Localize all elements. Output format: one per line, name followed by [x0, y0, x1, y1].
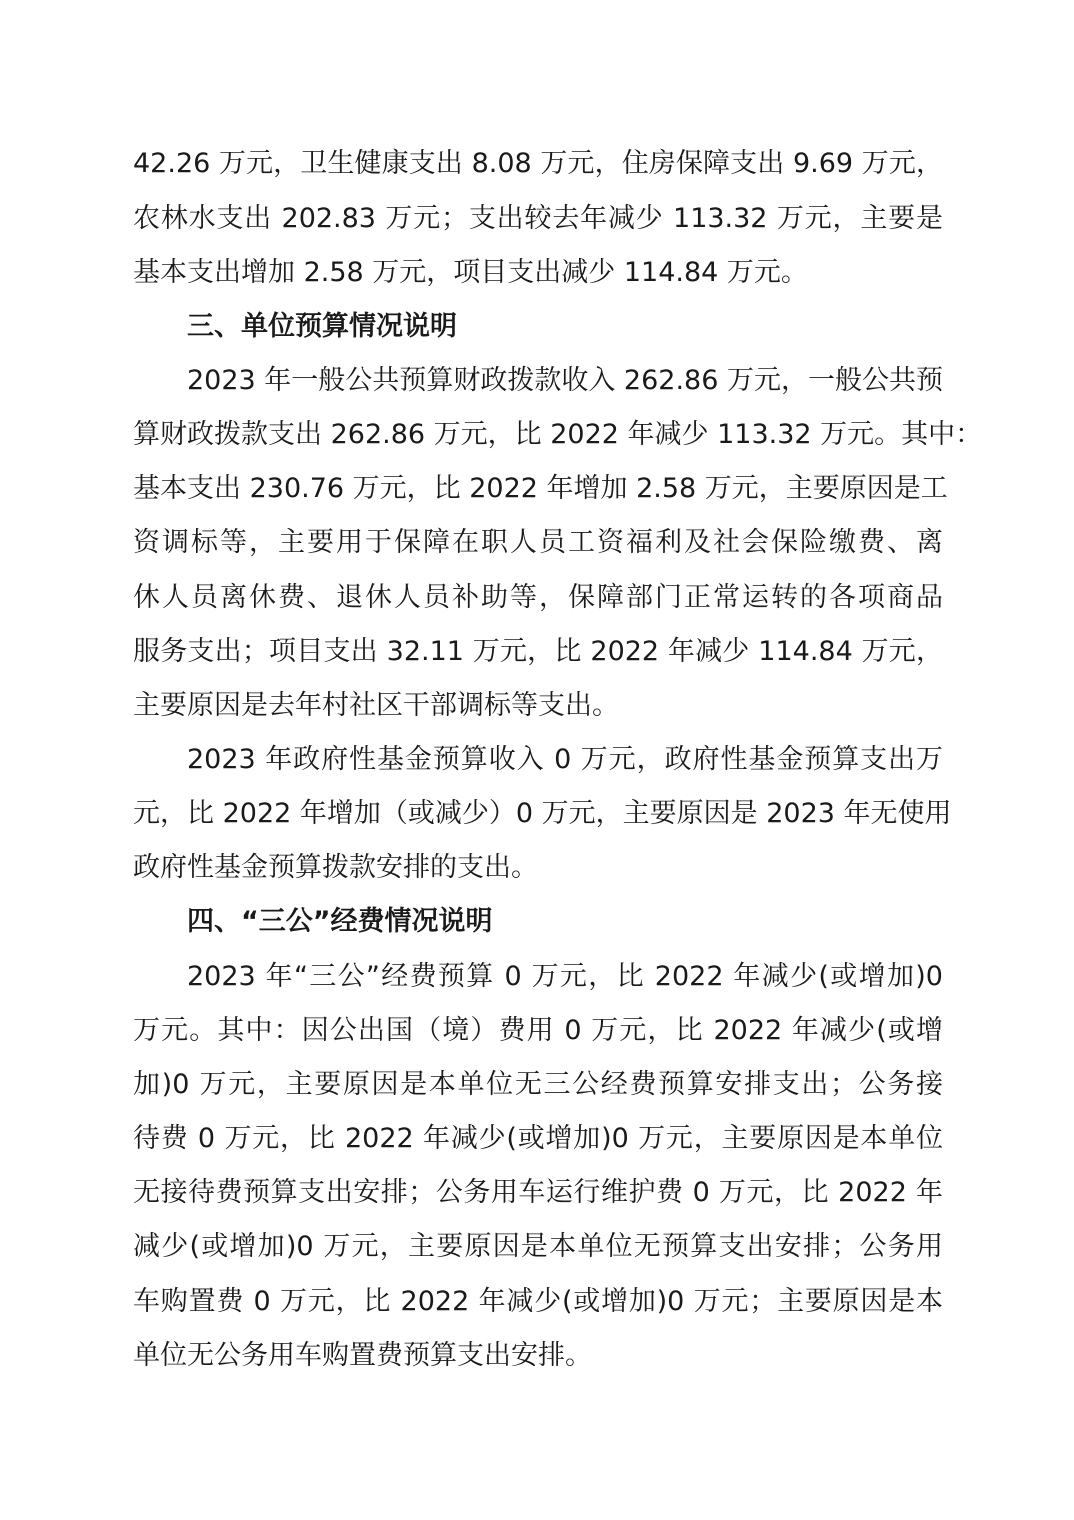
paragraph-line: 服务支出；项目支出 32.11 万元，比 2022 年减少 114.84 万元，: [133, 636, 943, 667]
paragraph-line: 算财政拨款支出 262.86 万元，比 2022 年减少 113.32 万元。其中：: [133, 419, 983, 450]
paragraph-line: 2023 年一般公共预算财政拨款收入 262.86 万元，一般公共预: [187, 365, 943, 396]
paragraph-line: 农林水支出 202.83 万元；支出较去年减少 113.32 万元，主要是: [133, 203, 943, 234]
paragraph-line: 无接待费预算支出安排；公务用车运行维护费 0 万元，比 2022 年: [133, 1177, 943, 1208]
paragraph-line: 元，比 2022 年增加（或减少）0 万元，主要原因是 2023 年无使用: [133, 798, 952, 829]
paragraph-line: 资调标等，主要用于保障在职人员工资福利及社会保险缴费、离: [133, 527, 943, 558]
paragraph-line: 万元。其中：因公出国（境）费用 0 万元，比 2022 年减少(或增: [133, 1015, 943, 1046]
paragraph-line: 主要原因是去年村社区干部调标等支出。: [133, 690, 619, 721]
section-heading: 三、单位预算情况说明: [187, 311, 457, 342]
paragraph-line: 减少(或增加)0 万元，主要原因是本单位无预算支出安排；公务用: [133, 1231, 943, 1262]
paragraph-line: 政府性基金预算拨款安排的支出。: [133, 852, 538, 883]
paragraph-line: 车购置费 0 万元，比 2022 年减少(或增加)0 万元；主要原因是本: [133, 1286, 943, 1317]
paragraph-line: 42.26 万元，卫生健康支出 8.08 万元，住房保障支出 9.69 万元，: [133, 148, 943, 179]
paragraph-line: 2023 年政府性基金预算收入 0 万元，政府性基金预算支出万: [187, 744, 943, 775]
section-heading: 四、“三公”经费情况说明: [187, 906, 493, 937]
paragraph-line: 休人员离休费、退休人员补助等，保障部门正常运转的各项商品: [133, 582, 943, 613]
paragraph-line: 2023 年“三公”经费预算 0 万元，比 2022 年减少(或增加)0: [187, 961, 943, 992]
paragraph-line: 加)0 万元，主要原因是本单位无三公经费预算安排支出；公务接: [133, 1069, 943, 1100]
paragraph-line: 基本支出 230.76 万元，比 2022 年增加 2.58 万元，主要原因是工: [133, 473, 948, 504]
paragraph-line: 待费 0 万元，比 2022 年减少(或增加)0 万元，主要原因是本单位: [133, 1123, 943, 1154]
paragraph-line: 基本支出增加 2.58 万元，项目支出减少 114.84 万元。: [133, 257, 808, 288]
paragraph-line: 单位无公务用车购置费预算支出安排。: [133, 1340, 592, 1371]
